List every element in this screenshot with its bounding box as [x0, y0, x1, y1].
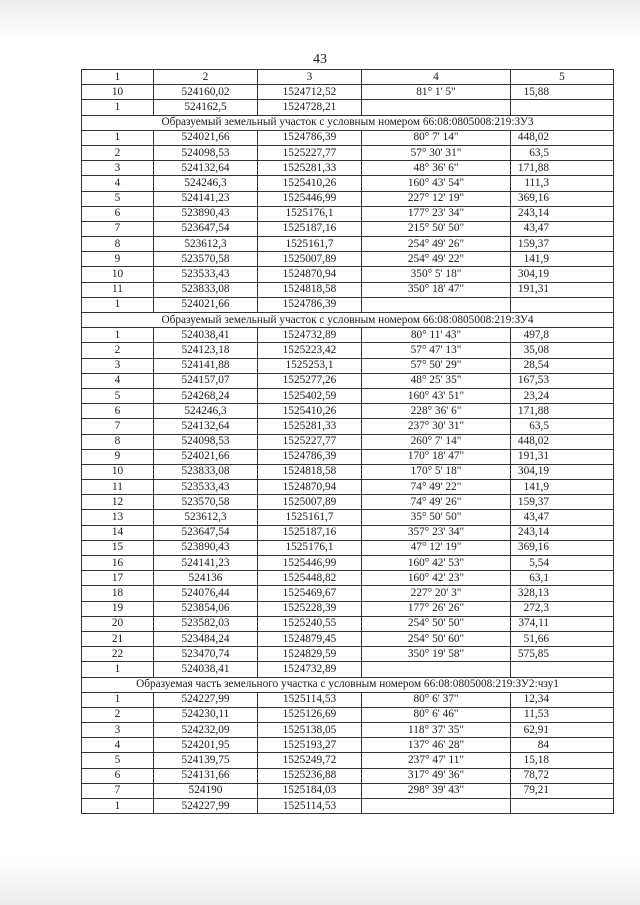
table-cell: 1525223,42	[258, 343, 362, 358]
table-cell: 48° 25' 35"	[362, 373, 511, 388]
table-cell	[511, 100, 614, 115]
table-cell: 7	[82, 221, 154, 236]
table-cell: 11,53	[511, 707, 614, 722]
table-cell: 23,24	[511, 388, 614, 403]
table-row	[82, 480, 614, 495]
table-row	[82, 783, 614, 798]
table-cell: 22	[82, 647, 154, 662]
table-cell: 243,14	[511, 525, 614, 540]
table-cell	[511, 799, 614, 814]
table-cell: 237° 30' 31"	[362, 419, 511, 434]
table-cell: 1524818,58	[258, 464, 362, 479]
table-cell: 28,54	[511, 358, 614, 373]
table-cell: 21	[82, 631, 154, 646]
table-cell: 2	[82, 343, 154, 358]
table-cell: 304,19	[511, 267, 614, 282]
table-cell: 160° 43' 54"	[362, 176, 511, 191]
table-cell: 243,14	[511, 206, 614, 221]
table-cell: 3	[82, 161, 154, 176]
table-cell: 118° 37' 35"	[362, 723, 511, 738]
table-cell: 524021,66	[154, 449, 258, 464]
table-cell: 523854,06	[154, 601, 258, 616]
section-title: Образуемый земельный участок с условным номером 66:08:0805008:219:ЗУ4	[82, 313, 614, 328]
table-row	[82, 692, 614, 707]
table-cell: 81° 1' 5"	[362, 85, 511, 100]
table-cell: 9	[82, 252, 154, 267]
table-cell: 5,54	[511, 556, 614, 571]
table-cell: 160° 42' 53"	[362, 556, 511, 571]
table-cell: 523612,3	[154, 510, 258, 525]
table-cell: 43,47	[511, 510, 614, 525]
table-row	[82, 419, 614, 434]
table-cell: 524157,07	[154, 373, 258, 388]
table-cell: 1	[82, 799, 154, 814]
table-cell: 137° 46' 28"	[362, 738, 511, 753]
table-cell: 1524870,94	[258, 480, 362, 495]
table-cell: 6	[82, 768, 154, 783]
header-cell: 2	[154, 70, 258, 85]
table-cell: 1525187,16	[258, 525, 362, 540]
header-cell: 5	[511, 70, 614, 85]
table-cell: 1525176,1	[258, 206, 362, 221]
table-row	[82, 282, 614, 297]
table-cell: 2	[82, 145, 154, 160]
table-cell: 47° 12' 19"	[362, 540, 511, 555]
table-cell: 35° 50' 50"	[362, 510, 511, 525]
table-cell: 254° 49' 22"	[362, 252, 511, 267]
table-cell: 1525126,69	[258, 707, 362, 722]
table-cell: 272,3	[511, 601, 614, 616]
table-cell: 3	[82, 358, 154, 373]
table-cell: 1525187,16	[258, 221, 362, 236]
table-cell: 524076,44	[154, 586, 258, 601]
table-row	[82, 707, 614, 722]
table-cell: 10	[82, 464, 154, 479]
table-cell: 524190	[154, 783, 258, 798]
section-title: Образуемая часть земельного участка с условным номером 66:08:0805008:219:ЗУ2:чзу1	[82, 677, 614, 692]
table-row	[82, 662, 614, 677]
table-cell	[511, 662, 614, 677]
table-cell: 15,18	[511, 753, 614, 768]
table-cell: 328,13	[511, 586, 614, 601]
table-cell: 317° 49' 36"	[362, 768, 511, 783]
table-row	[82, 161, 614, 176]
table-cell: 15	[82, 540, 154, 555]
table-cell: 159,37	[511, 237, 614, 252]
table-row	[82, 525, 614, 540]
table-cell: 10	[82, 85, 154, 100]
table-cell: 7	[82, 419, 154, 434]
table-cell: 57° 47' 13"	[362, 343, 511, 358]
table-row	[82, 373, 614, 388]
table-cell: 1524879,45	[258, 631, 362, 646]
table-cell: 524232,09	[154, 723, 258, 738]
table-cell: 1525007,89	[258, 252, 362, 267]
section-title: Образуемый земельный участок с условным номером 66:08:0805008:219:ЗУ3	[82, 115, 614, 130]
table-row	[82, 252, 614, 267]
table-cell: 160° 42' 23"	[362, 571, 511, 586]
table-cell: 524141,23	[154, 556, 258, 571]
table-cell: 350° 18' 47"	[362, 282, 511, 297]
table-cell: 1	[82, 100, 154, 115]
table-cell: 524230,11	[154, 707, 258, 722]
table-cell: 3	[82, 723, 154, 738]
table-cell: 74° 49' 22"	[362, 480, 511, 495]
table-cell: 1524786,39	[258, 449, 362, 464]
table-row	[82, 404, 614, 419]
table-cell: 523484,24	[154, 631, 258, 646]
table-cell: 1525402,59	[258, 388, 362, 403]
table-cell: 374,11	[511, 616, 614, 631]
table-cell: 523612,3	[154, 237, 258, 252]
table-cell: 74° 49' 26"	[362, 495, 511, 510]
table-cell: 524038,41	[154, 662, 258, 677]
table-cell: 524131,66	[154, 768, 258, 783]
table-cell: 1525114,53	[258, 799, 362, 814]
table-cell: 524160,02	[154, 85, 258, 100]
table-row	[82, 510, 614, 525]
table-cell: 1525253,1	[258, 358, 362, 373]
table-cell: 6	[82, 206, 154, 221]
table-cell: 523890,43	[154, 540, 258, 555]
table-cell: 575,85	[511, 647, 614, 662]
table-cell: 524136	[154, 571, 258, 586]
table-cell: 1525469,67	[258, 586, 362, 601]
table-row	[82, 616, 614, 631]
table-cell: 10	[82, 267, 154, 282]
table-row	[82, 449, 614, 464]
table-row	[82, 540, 614, 555]
table-cell: 1525277,26	[258, 373, 362, 388]
table-cell: 524132,64	[154, 419, 258, 434]
table-cell: 1525446,99	[258, 191, 362, 206]
table-cell: 524139,75	[154, 753, 258, 768]
table-cell: 1524712,52	[258, 85, 362, 100]
table-cell: 1525161,7	[258, 510, 362, 525]
table-cell: 5	[82, 191, 154, 206]
table-cell: 141,9	[511, 252, 614, 267]
table-row	[82, 768, 614, 783]
table-cell: 141,9	[511, 480, 614, 495]
table-cell: 177° 23' 34"	[362, 206, 511, 221]
table-row	[82, 191, 614, 206]
table-cell: 4	[82, 738, 154, 753]
table-row	[82, 571, 614, 586]
table-cell: 167,53	[511, 373, 614, 388]
table-cell: 524141,23	[154, 191, 258, 206]
table-cell: 304,19	[511, 464, 614, 479]
table-cell: 63,5	[511, 145, 614, 160]
table-row	[82, 799, 614, 814]
table-cell: 1525227,77	[258, 145, 362, 160]
table-cell: 35,08	[511, 343, 614, 358]
table-cell: 523582,03	[154, 616, 258, 631]
table-cell: 1524732,89	[258, 662, 362, 677]
table-cell: 254° 50' 50"	[362, 616, 511, 631]
table-cell: 227° 12' 19"	[362, 191, 511, 206]
table-cell: 4	[82, 176, 154, 191]
table-cell: 1525236,88	[258, 768, 362, 783]
table-row	[82, 723, 614, 738]
table-row	[82, 753, 614, 768]
table-cell: 524162,5	[154, 100, 258, 115]
table-cell: 497,8	[511, 328, 614, 343]
table-cell: 448,02	[511, 130, 614, 145]
table-cell: 260° 7' 14"	[362, 434, 511, 449]
table-cell: 78,72	[511, 768, 614, 783]
table-cell: 171,88	[511, 404, 614, 419]
table-cell	[362, 297, 511, 312]
table-cell: 80° 11' 43"	[362, 328, 511, 343]
table-cell: 7	[82, 783, 154, 798]
table-cell: 2	[82, 707, 154, 722]
table-cell: 1	[82, 328, 154, 343]
table-cell: 1	[82, 297, 154, 312]
table-cell: 523533,43	[154, 480, 258, 495]
table-cell: 523833,08	[154, 282, 258, 297]
header-cell: 3	[258, 70, 362, 85]
table-cell: 1525227,77	[258, 434, 362, 449]
table-cell: 524201,95	[154, 738, 258, 753]
table-cell: 43,47	[511, 221, 614, 236]
table-cell: 227° 20' 3"	[362, 586, 511, 601]
table-cell: 1524732,89	[258, 328, 362, 343]
table-row	[82, 237, 614, 252]
table-cell: 13	[82, 510, 154, 525]
table-cell: 11	[82, 480, 154, 495]
table-cell: 1	[82, 662, 154, 677]
table-cell: 191,31	[511, 282, 614, 297]
table-cell: 254° 49' 26"	[362, 237, 511, 252]
table-cell: 170° 5' 18"	[362, 464, 511, 479]
table-cell	[362, 799, 511, 814]
table-cell: 5	[82, 753, 154, 768]
table-cell: 524246,3	[154, 176, 258, 191]
coordinates-table	[81, 69, 614, 814]
table-cell: 12,34	[511, 692, 614, 707]
table-cell: 17	[82, 571, 154, 586]
table-cell: 57° 30' 31"	[362, 145, 511, 160]
page-number: 43	[313, 52, 327, 67]
table-row	[82, 738, 614, 753]
table-cell	[362, 662, 511, 677]
section-title-row	[82, 313, 614, 328]
table-cell: 12	[82, 495, 154, 510]
table-cell: 177° 26' 26"	[362, 601, 511, 616]
section-title-row	[82, 677, 614, 692]
table-cell: 170° 18' 47"	[362, 449, 511, 464]
header-cell: 1	[82, 70, 154, 85]
table-cell: 254° 50' 60"	[362, 631, 511, 646]
table-cell: 20	[82, 616, 154, 631]
table-cell: 1524829,59	[258, 647, 362, 662]
table-cell: 523570,58	[154, 252, 258, 267]
table-cell: 1524818,58	[258, 282, 362, 297]
table-cell: 1525161,7	[258, 237, 362, 252]
table-row	[82, 297, 614, 312]
table-row	[82, 130, 614, 145]
table-cell: 80° 6' 37"	[362, 692, 511, 707]
table-cell: 524021,66	[154, 130, 258, 145]
table-cell: 524038,41	[154, 328, 258, 343]
table-row	[82, 267, 614, 282]
table-cell: 5	[82, 388, 154, 403]
table-cell: 369,16	[511, 540, 614, 555]
table-cell: 19	[82, 601, 154, 616]
table-cell: 9	[82, 449, 154, 464]
table-cell: 48° 36' 6"	[362, 161, 511, 176]
table-cell: 57° 50' 29"	[362, 358, 511, 373]
table-row	[82, 358, 614, 373]
table-row	[82, 464, 614, 479]
table-row	[82, 221, 614, 236]
table-cell: 4	[82, 373, 154, 388]
table-cell: 1524728,21	[258, 100, 362, 115]
table-cell: 1525184,03	[258, 783, 362, 798]
table-cell: 1	[82, 692, 154, 707]
table-cell: 1525410,26	[258, 404, 362, 419]
table-cell: 111,3	[511, 176, 614, 191]
table-cell: 80° 7' 14"	[362, 130, 511, 145]
table-cell: 62,91	[511, 723, 614, 738]
table-cell: 350° 19' 58"	[362, 647, 511, 662]
table-cell: 369,16	[511, 191, 614, 206]
table-row	[82, 495, 614, 510]
table-cell: 171,88	[511, 161, 614, 176]
table-cell: 524227,99	[154, 692, 258, 707]
table-cell: 1525446,99	[258, 556, 362, 571]
table-cell: 524268,24	[154, 388, 258, 403]
table-row	[82, 556, 614, 571]
table-row	[82, 176, 614, 191]
table-row	[82, 328, 614, 343]
table-cell: 523890,43	[154, 206, 258, 221]
table-cell: 1524870,94	[258, 267, 362, 282]
table-cell: 524246,3	[154, 404, 258, 419]
table-cell: 1525007,89	[258, 495, 362, 510]
table-row	[82, 145, 614, 160]
table-row	[82, 601, 614, 616]
header-cell: 4	[362, 70, 511, 85]
section-title-row	[82, 115, 614, 130]
table-cell: 15,88	[511, 85, 614, 100]
table-cell: 84	[511, 738, 614, 753]
table-cell: 1525281,33	[258, 161, 362, 176]
table-cell: 79,21	[511, 783, 614, 798]
table-cell: 80° 6' 46"	[362, 707, 511, 722]
table-cell: 8	[82, 237, 154, 252]
table-cell: 18	[82, 586, 154, 601]
table-cell: 523647,54	[154, 525, 258, 540]
table-cell: 228° 36' 6"	[362, 404, 511, 419]
table-cell: 524098,53	[154, 145, 258, 160]
table-row	[82, 388, 614, 403]
table-cell: 1525138,05	[258, 723, 362, 738]
table-cell: 8	[82, 434, 154, 449]
table-cell: 1525176,1	[258, 540, 362, 555]
table-cell: 448,02	[511, 434, 614, 449]
table-cell: 1	[82, 130, 154, 145]
table-cell: 523533,43	[154, 267, 258, 282]
table-cell: 14	[82, 525, 154, 540]
table-cell: 523647,54	[154, 221, 258, 236]
table-cell: 215° 50' 50"	[362, 221, 511, 236]
table-row	[82, 343, 614, 358]
table-cell: 160° 43' 51"	[362, 388, 511, 403]
table-cell: 524021,66	[154, 297, 258, 312]
table-cell: 524098,53	[154, 434, 258, 449]
table-row	[82, 434, 614, 449]
table-cell: 523570,58	[154, 495, 258, 510]
table-cell: 524132,64	[154, 161, 258, 176]
table-row	[82, 85, 614, 100]
table-cell	[362, 100, 511, 115]
table-cell: 357° 23' 34"	[362, 525, 511, 540]
table-cell: 1524786,39	[258, 130, 362, 145]
table-cell: 1525240,55	[258, 616, 362, 631]
table-cell: 1525410,26	[258, 176, 362, 191]
table-cell: 51,66	[511, 631, 614, 646]
table-cell	[511, 297, 614, 312]
table-cell: 16	[82, 556, 154, 571]
table-cell: 298° 39' 43"	[362, 783, 511, 798]
table-cell: 11	[82, 282, 154, 297]
table-cell: 1525114,53	[258, 692, 362, 707]
table-cell: 6	[82, 404, 154, 419]
table-cell: 1525193,27	[258, 738, 362, 753]
table-cell: 1525281,33	[258, 419, 362, 434]
table-row	[82, 586, 614, 601]
table-cell: 63,1	[511, 571, 614, 586]
table-cell: 524141,88	[154, 358, 258, 373]
table-cell: 523833,08	[154, 464, 258, 479]
table-row	[82, 206, 614, 221]
table-cell: 63,5	[511, 419, 614, 434]
table-cell: 159,37	[511, 495, 614, 510]
table-row	[82, 631, 614, 646]
table-cell: 191,31	[511, 449, 614, 464]
table-cell: 237° 47' 11"	[362, 753, 511, 768]
table-cell: 524227,99	[154, 799, 258, 814]
table-row	[82, 647, 614, 662]
table-cell: 1525448,82	[258, 571, 362, 586]
table-cell: 524123,18	[154, 343, 258, 358]
table-cell: 350° 5' 18"	[362, 267, 511, 282]
table-row	[82, 100, 614, 115]
table-cell: 1524786,39	[258, 297, 362, 312]
table-cell: 1525228,39	[258, 601, 362, 616]
table-header-row	[82, 70, 614, 85]
table-cell: 1525249,72	[258, 753, 362, 768]
coordinates-table-body	[82, 70, 614, 814]
table-cell: 523470,74	[154, 647, 258, 662]
